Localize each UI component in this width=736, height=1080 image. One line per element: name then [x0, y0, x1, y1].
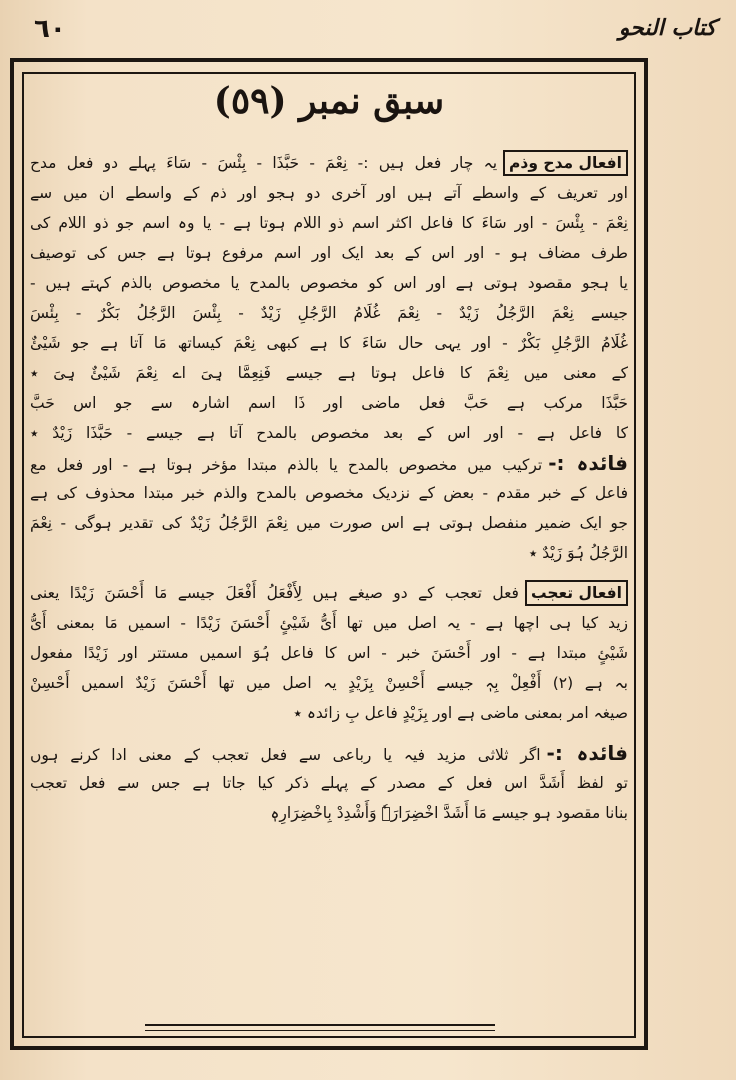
text-line [30, 698, 628, 728]
line-text: اور تعریف کے واسطے آتے ہیں اور آخری دو ہجو اور ذم کے واسطے ان میں سے [30, 184, 628, 202]
lesson-title: سبق نمبر (٥٩) [213, 80, 445, 122]
line-text: یا ہجو مقصود ہوتی ہے اور اس کو مخصوص بالمدح یا مخصوص بالذم کہتے ہیں - [30, 274, 628, 292]
section-heading-boxed: افعال مدح وذم [503, 150, 628, 176]
line-text: یہ چار فعل ہیں :- نِعْمَ - حَبَّذَا - بِئْسَ - سَاءَ پہلے دو فعل مدح [30, 154, 498, 172]
text-line [30, 508, 628, 538]
line-text: کا فاعل ہے - اور اس کے بعد مخصوص بالمدح آتا ہے جیسے - حَبَّذَا زَیْدٌ ٭ [30, 424, 628, 442]
text-line [30, 418, 628, 448]
section-heading-boxed: افعال تعجب [525, 580, 628, 606]
line-text: حَبَّذَا مرکب ہے حَبَّ فعل ماضی اور ذَا اسم اشارہ سے جو اس حَبَّ [30, 394, 628, 412]
page-number: ٦٠ [34, 14, 66, 44]
text-line [30, 358, 628, 388]
text-line [30, 798, 628, 828]
line-text: تو لفظ أَشَدَّ اس فعل کے مصدر کے پہلے ذکر کیا جاتا ہے جس سے فعل تعجب [30, 774, 628, 792]
text-line [30, 238, 628, 268]
line-text: غُلَامُ الرَّجُلِ بَکْرٌ - اور یہی حال سَاءَ کا ہے کبھی نِعْمَ کیساتھ مَا آتا ہے جو شَیْئٌ [30, 334, 628, 352]
note-heading: فائدہ :- [546, 741, 628, 765]
running-head [20, 14, 716, 48]
body-text [30, 148, 628, 828]
line-text: زید کیا ہی اچھا ہے - یہ اصل میں تھا أَیُّ شَیْئٍ أَحْسَنَ زَیْدًا - اسمیں مَا بمعنی أَیُّ [30, 614, 628, 632]
text-line [30, 178, 628, 208]
text-line [30, 738, 628, 768]
text-line [30, 638, 628, 668]
line-text: فعل تعجب کے دو صیغے ہیں لِأَفْعَلُ أَفْعَلَ جیسے مَا أَحْسَنَ زَیْدًا یعنی [30, 584, 519, 602]
text-line [30, 298, 628, 328]
text-line [30, 268, 628, 298]
line-text: کے معنی میں نِعْمَ کا فاعل ہوتا ہے جیسے فَنِعِمَّا ہِیَ اے نِعْمَ شَیْئٌ ہِیَ ٭ [30, 364, 628, 382]
text-line [30, 448, 628, 478]
text-line [30, 668, 628, 698]
line-text: بہ ہے (۲) أَفْعِلْ بِہٖ جیسے أَحْسِنْ بِزَیْدٍ یہ اصل میں تھا أَحْسَنَ زَیْدٌ اسمیں أَحْسِنْ [30, 674, 628, 692]
line-text: اگر ثلاثی مزید فیہ یا رباعی سے فعل تعجب کے معنی ادا کرنے ہوں [30, 746, 541, 764]
line-text: طرف مضاف ہو - اور اس کے بعد ایک اور اسم مرفوع ہوتا ہے جس کی توصیف [30, 244, 628, 262]
text-line [30, 538, 628, 568]
line-text: ترکیب میں مخصوص بالمدح یا بالذم مبتدا مؤخر ہوتا ہے - اور فعل مع [30, 456, 543, 474]
text-line [30, 768, 628, 798]
line-text: الرَّجُلُ ہُوَ زَیْدٌ ٭ [528, 544, 628, 562]
text-line [30, 608, 628, 638]
note-heading: فائدہ :- [548, 451, 628, 475]
line-text: نِعْمَ - بِئْسَ - اور سَاءَ کا فاعل اکثر اسم ذو اللام ہوتا ہے - یا وہ اسم جو ذو اللام کی [30, 214, 628, 232]
text-line [30, 578, 628, 608]
bottom-rule [145, 1024, 495, 1031]
text-line [30, 148, 628, 178]
line-text: جو ایک ضمیر منفصل ہوتی ہے اس صورت میں نِعْمَ الرَّجُلُ زَیْدٌ کی تقدیر ہوگی - نِعْمَ [30, 514, 628, 532]
line-text: صیغہ امر بمعنی ماضی ہے اور بِزَیْدٍ فاعل بِ زائدہ ٭ [293, 704, 628, 722]
text-line [30, 328, 628, 358]
line-text: بنانا مقصود ہو جیسے مَا أَشَدَّ اخْضِرَارَہٗ وَأَشْدِدْ بِاخْضِرَارِہٖ [270, 804, 628, 822]
text-line [30, 478, 628, 508]
text-line [30, 208, 628, 238]
line-text: شَیْئٍ مبتدا ہے - اور أَحْسَنَ خبر - اس کا فاعل ہُوَ اسمیں مستتر اور زَیْدًا مفعول [30, 644, 628, 662]
text-line [30, 388, 628, 418]
line-text: جیسے نِعْمَ الرَّجُلُ زَیْدٌ - نِعْمَ غُلَامُ الرَّجُلِ زَیْدٌ - بِئْسَ الرَّجُلُ بَکْرٌ - بِئْسَ [30, 304, 628, 322]
book-title: کتاب النحو [618, 16, 716, 41]
line-text: فاعل کے خبر مقدم - بعض کے نزدیک مخصوص بالمدح والذم خبر مبتدا محذوف کی ہے [30, 484, 628, 502]
